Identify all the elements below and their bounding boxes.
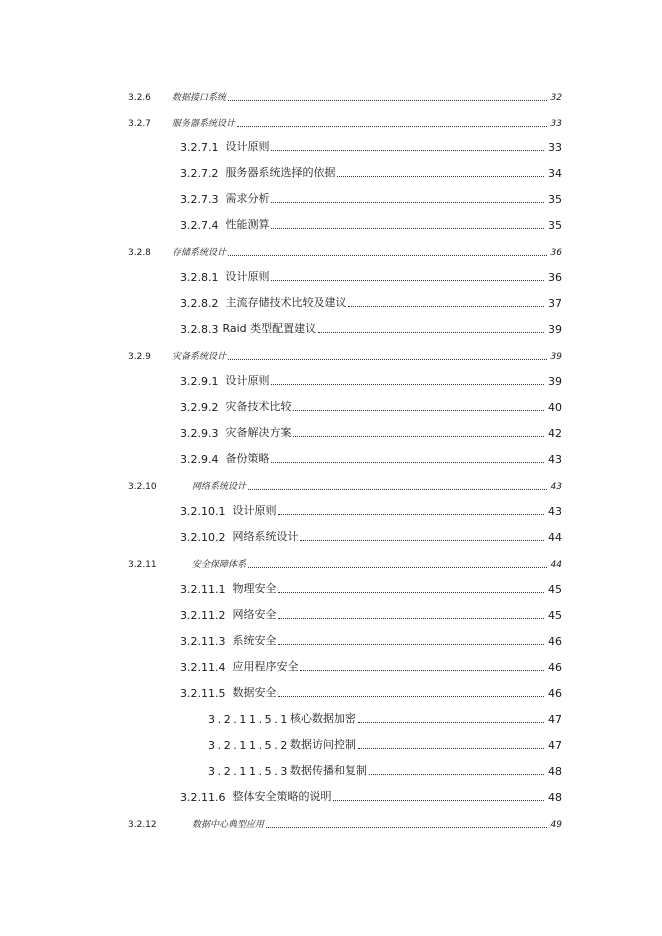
toc-entry-title: 数据中心典型应用	[192, 820, 265, 830]
toc-entry-page: 45	[548, 609, 562, 622]
toc-dot-leader	[228, 100, 547, 101]
toc-entry-title: 需求分析	[225, 192, 270, 205]
toc-entry-page: 46	[548, 635, 562, 648]
toc-entry[interactable]	[180, 606, 562, 622]
toc-entry[interactable]	[128, 113, 562, 129]
toc-entry-page: 46	[548, 687, 562, 700]
toc-entry[interactable]	[180, 528, 562, 544]
toc-dot-leader	[228, 359, 547, 360]
toc-dot-leader	[278, 618, 544, 619]
toc-entry[interactable]	[180, 398, 562, 414]
toc-entry-title: 灾备系统设计	[172, 352, 227, 362]
toc-entry-number: 3.2.9	[128, 352, 151, 362]
toc-entry-number: 3.2.11.1	[180, 583, 226, 596]
toc-entry-number: 3.2.11	[128, 560, 157, 570]
toc-entry-number: 3.2.11.5.3	[208, 765, 290, 778]
toc-entry-title: 设计原则	[225, 374, 270, 387]
toc-entry-page: 32	[550, 93, 562, 103]
toc-entry-title: 设计原则	[232, 504, 277, 517]
toc-dot-leader	[318, 332, 544, 333]
toc-entry-page: 47	[548, 713, 562, 726]
toc-entry-page: 43	[550, 482, 562, 492]
toc-entry-number: 3.2.11.2	[180, 609, 226, 622]
toc-entry-title: 系统安全	[232, 634, 277, 647]
toc-dot-leader	[271, 228, 544, 229]
toc-entry-title: 服务器系统设计	[172, 119, 236, 129]
toc-entry-number: 3.2.10.2	[180, 531, 226, 544]
toc-entry-number: 3.2.6	[128, 93, 151, 103]
toc-entry[interactable]	[180, 502, 562, 518]
toc-entry[interactable]	[208, 762, 562, 778]
toc-entry-number: 3.2.9.1	[180, 375, 219, 388]
toc-dot-leader	[271, 150, 544, 151]
toc-dot-leader	[271, 280, 544, 281]
toc-entry-page: 48	[548, 765, 562, 778]
toc-entry-title: 备份策略	[225, 452, 270, 465]
toc-dot-leader	[300, 670, 544, 671]
toc-entry-page: 40	[548, 401, 562, 414]
toc-dot-leader	[369, 774, 544, 775]
toc-entry-page: 49	[550, 820, 562, 830]
toc-entry[interactable]	[180, 684, 562, 700]
toc-entry-page: 39	[548, 323, 562, 336]
toc-entry[interactable]	[128, 346, 562, 362]
toc-entry-title: 设计原则	[225, 270, 270, 283]
toc-dot-leader	[278, 592, 544, 593]
toc-entry-number: 3.2.12	[128, 820, 157, 830]
toc-entry[interactable]	[180, 190, 562, 206]
toc-entry-page: 47	[548, 739, 562, 752]
toc-entry[interactable]	[128, 87, 562, 103]
toc-entry-title: 网络安全	[232, 608, 277, 621]
toc-entry-page: 33	[550, 119, 562, 129]
toc-dot-leader	[333, 800, 544, 801]
toc-entry-page: 46	[548, 661, 562, 674]
toc-dot-leader	[348, 306, 544, 307]
toc-entry-number: 3.2.8.3	[180, 323, 219, 336]
toc-dot-leader	[266, 827, 547, 828]
toc-entry-title: 数据安全	[232, 686, 277, 699]
toc-entry[interactable]	[180, 450, 562, 466]
toc-entry-number: 3.2.9.3	[180, 427, 219, 440]
toc-entry-title: 网络系统设计	[232, 530, 299, 543]
toc-entry-title: 数据传播和复制	[289, 764, 367, 777]
toc-entry-title: 性能测算	[225, 218, 270, 231]
toc-entry-page: 44	[548, 531, 562, 544]
toc-entry-page: 36	[548, 271, 562, 284]
toc-entry-number: 3.2.9.2	[180, 401, 219, 414]
toc-dot-leader	[271, 384, 544, 385]
toc-entry-number: 3.2.7.4	[180, 219, 219, 232]
toc-entry-number: 3.2.10.1	[180, 505, 226, 518]
toc-entry-number: 3.2.9.4	[180, 453, 219, 466]
toc-entry-title: 物理安全	[232, 582, 277, 595]
toc-entry-title: 服务器系统选择的依据	[225, 166, 336, 179]
toc-dot-leader	[293, 410, 544, 411]
toc-entry-title: 网络系统设计	[192, 482, 247, 492]
toc-entry-page: 34	[548, 167, 562, 180]
toc-entry-title: 灾备技术比较	[225, 400, 292, 413]
toc-entry-title: 安全保障体系	[192, 560, 247, 570]
toc-entry[interactable]	[208, 736, 562, 752]
toc-entry-page: 36	[550, 248, 562, 258]
toc-entry-page: 39	[548, 375, 562, 388]
toc-dot-leader	[271, 202, 544, 203]
toc-entry-page: 44	[550, 560, 562, 570]
toc-entry-number: 3.2.7.1	[180, 141, 219, 154]
toc-entry[interactable]	[180, 658, 562, 674]
toc-entry-number: 3.2.11.5.1	[208, 713, 290, 726]
toc-entry-number: 3.2.11.5.2	[208, 739, 290, 752]
toc-dot-leader	[278, 514, 544, 515]
toc-dot-leader	[278, 696, 544, 697]
toc-dot-leader	[293, 436, 544, 437]
toc-dot-leader	[248, 489, 547, 490]
toc-entry-number: 3.2.7	[128, 119, 151, 129]
toc-entry-number: 3.2.11.4	[180, 661, 226, 674]
toc-entry-title: 主流存储技术比较及建议	[225, 296, 347, 309]
toc-entry-page: 45	[548, 583, 562, 596]
toc-dot-leader	[358, 722, 544, 723]
toc-entry-page: 35	[548, 219, 562, 232]
toc-dot-leader	[337, 176, 544, 177]
toc-entry-title: Raid 类型配置建议	[222, 322, 317, 335]
toc-entry-number: 3.2.8.2	[180, 297, 219, 310]
toc-entry-title: 数据访问控制	[289, 738, 356, 751]
toc-entry-number: 3.2.10	[128, 482, 157, 492]
toc-entry[interactable]	[180, 580, 562, 596]
toc-entry-number: 3.2.11.3	[180, 635, 226, 648]
toc-entry[interactable]	[180, 372, 562, 388]
toc-entry-title: 设计原则	[225, 140, 270, 153]
toc-entry-page: 33	[548, 141, 562, 154]
toc-dot-leader	[237, 126, 547, 127]
toc-entry[interactable]	[180, 424, 562, 440]
toc-entry[interactable]	[180, 632, 562, 648]
toc-entry-number: 3.2.11.5	[180, 687, 226, 700]
toc-entry-page: 43	[548, 453, 562, 466]
toc-entry[interactable]	[180, 320, 562, 336]
toc-dot-leader	[271, 462, 544, 463]
toc-entry-number: 3.2.11.6	[180, 791, 226, 804]
toc-entry[interactable]	[128, 814, 562, 830]
toc-entry-page: 43	[548, 505, 562, 518]
toc-entry[interactable]	[208, 710, 562, 726]
toc-dot-leader	[300, 540, 544, 541]
toc-entry-number: 3.2.7.3	[180, 193, 219, 206]
toc-entry-title: 核心数据加密	[289, 712, 356, 725]
toc-entry[interactable]	[180, 164, 562, 180]
toc-entry[interactable]	[180, 216, 562, 232]
toc-entry[interactable]	[128, 554, 562, 570]
toc-entry[interactable]	[128, 476, 562, 492]
toc-entry-title: 灾备解决方案	[225, 426, 292, 439]
toc-entry-title: 应用程序安全	[232, 660, 299, 673]
toc-entry-page: 35	[548, 193, 562, 206]
toc-entry-page: 39	[550, 352, 562, 362]
toc-entry[interactable]	[180, 788, 562, 804]
toc-entry-page: 37	[548, 297, 562, 310]
toc-entry-title: 整体安全策略的说明	[232, 790, 332, 803]
toc-dot-leader	[278, 644, 544, 645]
toc-entry-page: 48	[548, 791, 562, 804]
toc-entry[interactable]	[180, 294, 562, 310]
toc-entry[interactable]	[180, 268, 562, 284]
toc-dot-leader	[228, 255, 547, 256]
toc-entry-number: 3.2.7.2	[180, 167, 219, 180]
toc-entry-number: 3.2.8.1	[180, 271, 219, 284]
toc-entry-title: 数据接口系统	[172, 93, 227, 103]
toc-entry-page: 42	[548, 427, 562, 440]
toc-dot-leader	[248, 567, 547, 568]
toc-entry-title: 存储系统设计	[172, 248, 227, 258]
toc-dot-leader	[358, 748, 544, 749]
toc-entry[interactable]	[128, 242, 562, 258]
toc-entry-number: 3.2.8	[128, 248, 151, 258]
toc-entry[interactable]	[180, 138, 562, 154]
